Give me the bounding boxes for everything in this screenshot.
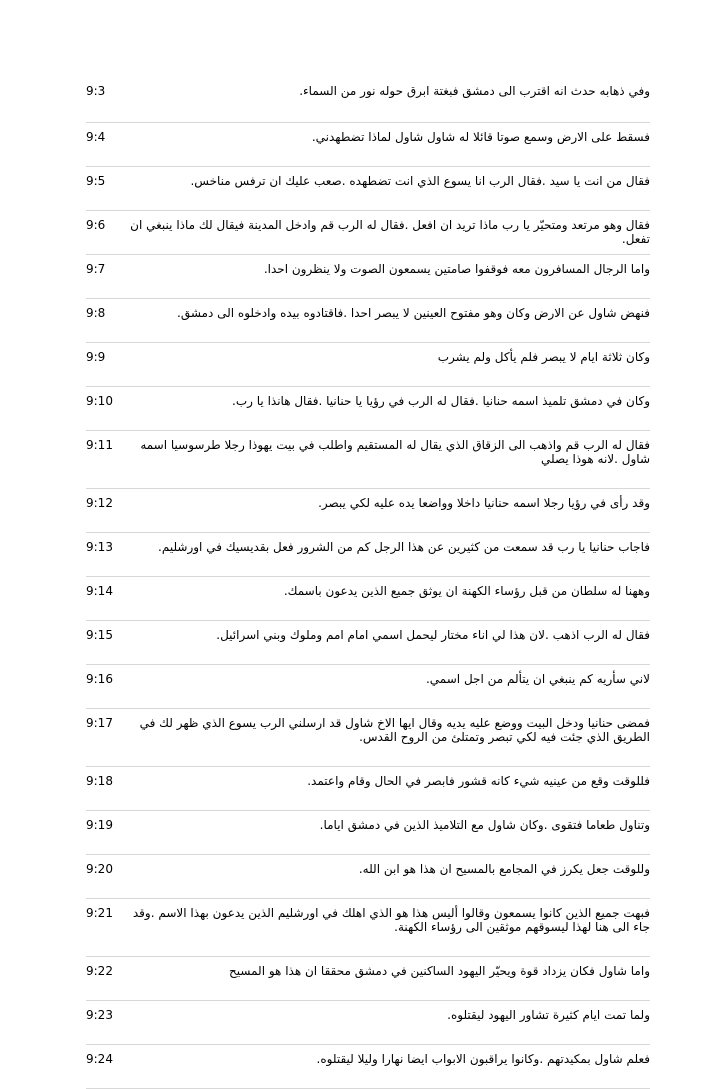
verse-reference: 9:20 bbox=[86, 862, 113, 876]
verse-9-23 bbox=[86, 1008, 650, 1045]
verse-text: فاجاب حنانيا يا رب قد سمعت من كثيرين عن هذا الرجل كم من الشرور فعل بقديسيك في اورشليم. bbox=[158, 540, 650, 554]
verse-reference: 9:6 bbox=[86, 218, 106, 232]
verse-reference: 9:17 bbox=[86, 716, 113, 730]
verse-text: ولما تمت ايام كثيرة تشاور اليهود ليقتلوه. bbox=[447, 1008, 650, 1022]
verse-9-21 bbox=[86, 906, 650, 957]
verse-text: فنهض شاول عن الارض وكان وهو مفتوح العينين لا يبصر احدا .فاقتادوه بيده وادخلوه الى دمشق. bbox=[177, 306, 650, 320]
verse-reference: 9:13 bbox=[86, 540, 113, 554]
verse-9-14 bbox=[86, 584, 650, 621]
verse-9-17 bbox=[86, 716, 650, 767]
verse-9-16 bbox=[86, 672, 650, 709]
verse-text: واما شاول فكان يزداد قوة ويحيّر اليهود الساكنين في دمشق محققا ان هذا هو المسيح bbox=[229, 964, 650, 978]
verse-reference: 9:24 bbox=[86, 1052, 113, 1066]
verse-reference: 9:4 bbox=[86, 130, 106, 144]
verse-text: وتناول طعاما فتقوى .وكان شاول مع التلاميذ الذين في دمشق اياما. bbox=[319, 818, 650, 832]
verse-9-11 bbox=[86, 438, 650, 489]
verse-text: وكان ثلاثة ايام لا يبصر فلم يأكل ولم يشرب bbox=[437, 350, 650, 364]
verse-text: وللوقت جعل يكرز في المجامع بالمسيح ان هذا هو ابن الله. bbox=[358, 862, 650, 876]
verse-reference: 9:23 bbox=[86, 1008, 113, 1022]
verse-9-8 bbox=[86, 306, 650, 343]
verse-text: فللوقت وقع من عينيه شيء كانه قشور فابصر في الحال وقام واعتمد. bbox=[307, 774, 650, 788]
verse-9-22 bbox=[86, 964, 650, 1001]
verse-reference: 9:19 bbox=[86, 818, 113, 832]
verse-reference: 9:7 bbox=[86, 262, 106, 276]
verse-text: واما الرجال المسافرون معه فوقفوا صامتين يسمعون الصوت ولا ينظرون احدا. bbox=[263, 262, 650, 276]
verse-reference: 9:8 bbox=[86, 306, 106, 320]
verse-text: وكان في دمشق تلميذ اسمه حنانيا .فقال له الرب في رؤيا يا حنانيا .فقال هانذا يا رب. bbox=[232, 394, 650, 408]
verse-text: فبهت جميع الذين كانوا يسمعون وقالوا أليس هذا هو الذي اهلك في اورشليم الذين يدعون بهذا الاسم .وقد جاء الى هنا لهذا ليسوقهم موثقين الى رؤساء الكهنة. bbox=[132, 906, 650, 934]
verse-9-12 bbox=[86, 496, 650, 533]
verse-text: فقال له الرب قم واذهب الى الزقاق الذي يقال له المستقيم واطلب في بيت يهوذا رجلا طرسوسيا اسمه شاول .لانه هوذا يصلي bbox=[140, 438, 650, 466]
verse-reference: 9:18 bbox=[86, 774, 113, 788]
verse-9-19 bbox=[86, 818, 650, 855]
verse-text: فعلم شاول بمكيدتهم .وكانوا يراقبون الابواب ايضا نهارا وليلا ليقتلوه. bbox=[316, 1052, 650, 1066]
verse-reference: 9:5 bbox=[86, 174, 106, 188]
verse-text: فقال له الرب اذهب .لان هذا لي اناء مختار ليحمل اسمي امام امم وملوك وبني اسرائيل. bbox=[216, 628, 650, 642]
verse-9-18 bbox=[86, 774, 650, 811]
verse-text: وههنا له سلطان من قبل رؤساء الكهنة ان يوثق جميع الذين يدعون باسمك. bbox=[283, 584, 650, 598]
verse-9-24 bbox=[86, 1052, 650, 1089]
verse-9-7 bbox=[86, 262, 650, 299]
verse-text: فقال وهو مرتعد ومتحيّر يا رب ماذا تريد ان افعل .فقال له الرب قم وادخل المدينة فيقال لك ماذا ينبغي ان تفعل. bbox=[130, 218, 650, 246]
verse-9-3 bbox=[86, 84, 650, 123]
verse-reference: 9:10 bbox=[86, 394, 113, 408]
verse-9-13 bbox=[86, 540, 650, 577]
verse-text: فقال من انت يا سيد .فقال الرب انا يسوع الذي انت تضطهده .صعب عليك ان ترفس مناخس. bbox=[190, 174, 650, 188]
verse-reference: 9:22 bbox=[86, 964, 113, 978]
verse-9-4 bbox=[86, 130, 650, 167]
verse-text: وفي ذهابه حدث انه اقترب الى دمشق فبغتة ابرق حوله نور من السماء. bbox=[299, 84, 650, 98]
verse-reference: 9:3 bbox=[86, 84, 106, 98]
verse-reference: 9:11 bbox=[86, 438, 113, 452]
verse-text: فمضى حنانيا ودخل البيت ووضع عليه يديه وقال ايها الاخ شاول قد ارسلني الرب يسوع الذي ظهر لك في الطريق الذي جئت فيه لكي تبصر وتمتلئ من الروح القدس. bbox=[139, 716, 650, 744]
verse-reference: 9:16 bbox=[86, 672, 113, 686]
verse-9-10 bbox=[86, 394, 650, 431]
verse-reference: 9:15 bbox=[86, 628, 113, 642]
verse-9-9 bbox=[86, 350, 650, 387]
verse-text: وقد رأى في رؤيا رجلا اسمه حنانيا داخلا وواضعا يده عليه لكي يبصر. bbox=[318, 496, 650, 510]
verse-reference: 9:21 bbox=[86, 906, 113, 920]
verse-9-5 bbox=[86, 174, 650, 211]
verse-list bbox=[86, 84, 650, 1089]
verse-9-20 bbox=[86, 862, 650, 899]
verse-reference: 9:9 bbox=[86, 350, 106, 364]
verse-text: فسقط على الارض وسمع صوتا قائلا له شاول شاول لماذا تضطهدني. bbox=[311, 130, 650, 144]
verse-9-6 bbox=[86, 218, 650, 255]
verse-reference: 9:12 bbox=[86, 496, 113, 510]
verse-9-15 bbox=[86, 628, 650, 665]
verse-reference: 9:14 bbox=[86, 584, 113, 598]
verse-text: لاني سأريه كم ينبغي ان يتألم من اجل اسمي. bbox=[425, 672, 650, 686]
